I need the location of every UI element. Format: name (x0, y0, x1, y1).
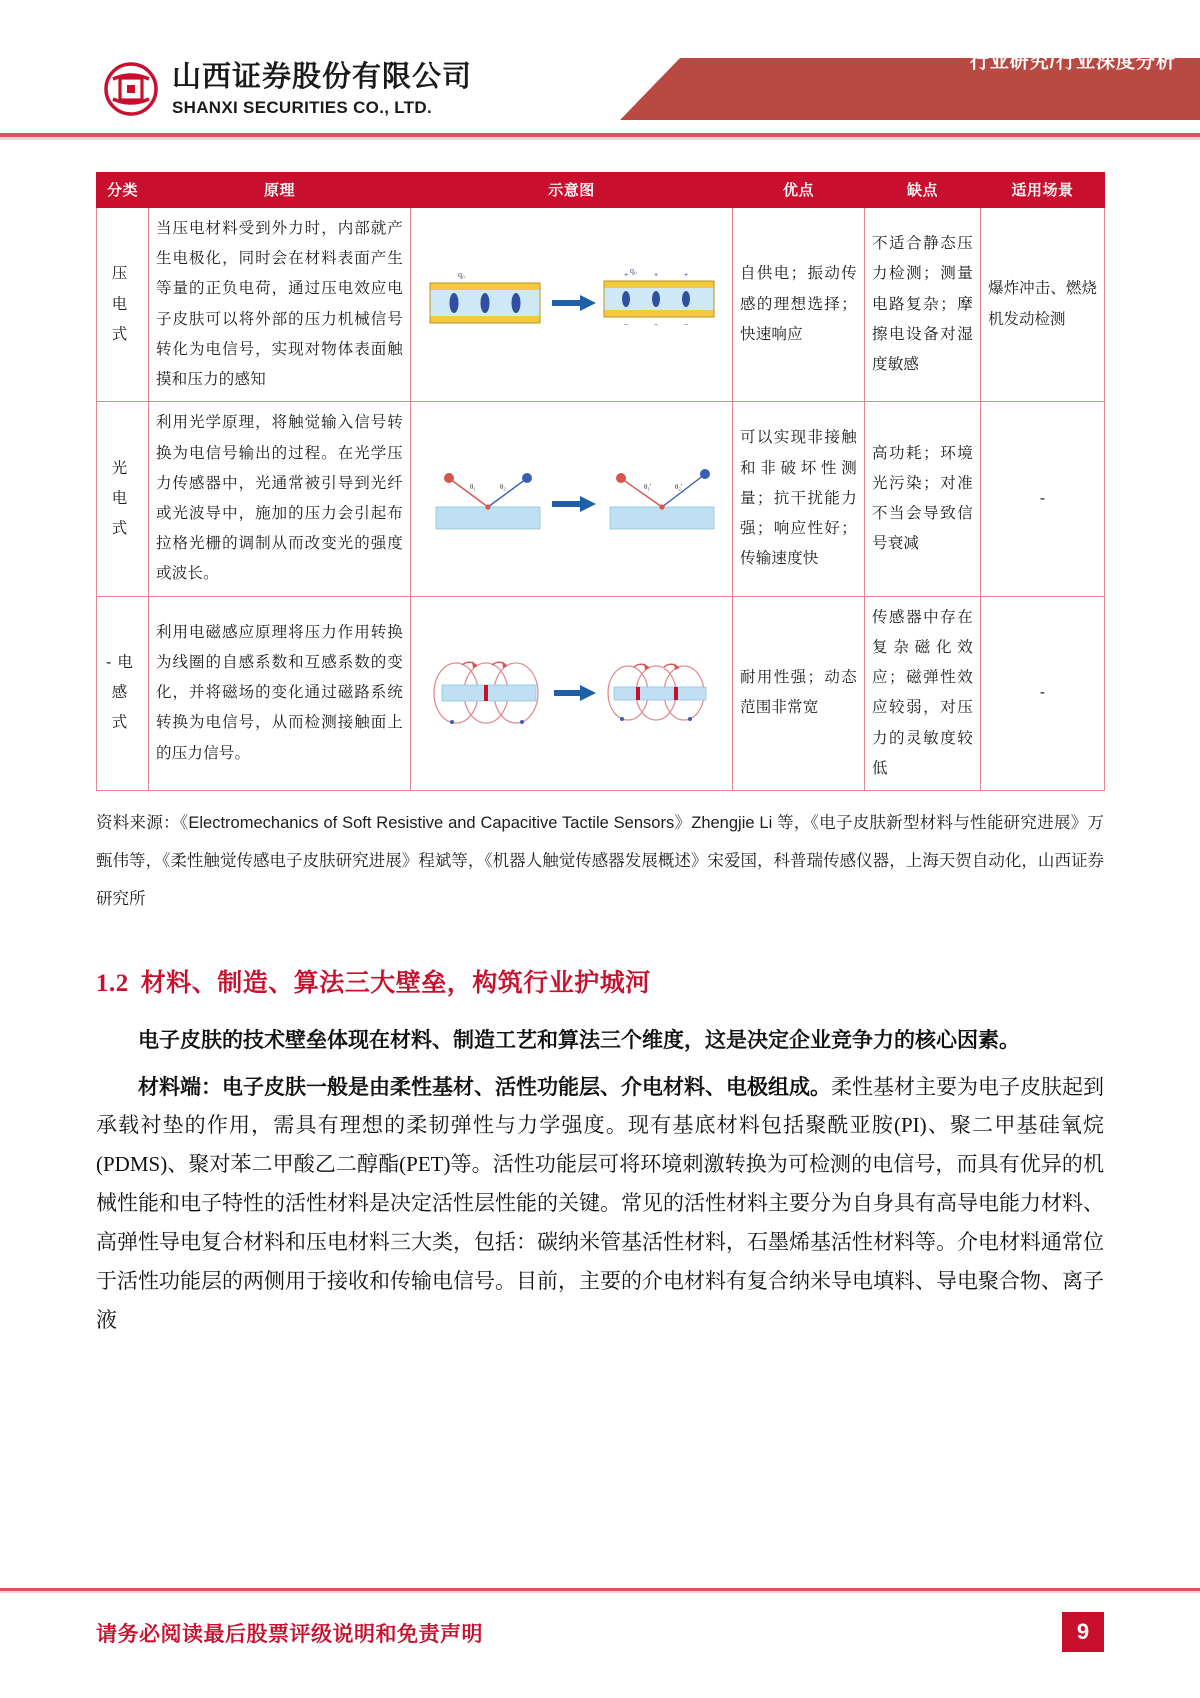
cell-scene: - (981, 596, 1105, 790)
paragraph-intro-bold: 电子皮肤的技术壁垒体现在材料、制造工艺和算法三个维度，这是决定企业竞争力的核心因素。 (138, 1027, 1020, 1052)
footer-disclaimer: 请务必阅读最后股票评级说明和免责声明 (96, 1623, 483, 1646)
svg-text:θ₁′: θ₁′ (643, 482, 651, 491)
column-header-pros: 优点 (733, 173, 865, 208)
paragraph-materials-bold: 材料端：电子皮肤一般是由柔性基材、活性功能层、介电材料、电极组成。 (138, 1074, 831, 1099)
table-row (97, 208, 1105, 402)
svg-text:−: − (653, 321, 658, 329)
header-divider-rule-soft (0, 137, 1200, 140)
svg-text:−: − (683, 321, 688, 329)
cell-pros: 自供电；振动传感的理想选择；快速响应 (733, 208, 865, 402)
page-header (0, 0, 1200, 120)
category-char: 式 (111, 714, 134, 732)
cell-pros: 耐用性强；动态范围非常宽 (733, 596, 865, 790)
company-name-en: SHANXI SECURITIES CO., LTD. (172, 97, 432, 117)
category-char: 压 (111, 265, 134, 283)
column-header-scene: 适用场景 (981, 173, 1105, 208)
category-char: 式 (111, 325, 134, 343)
section-title: 材料、制造、算法三大壁垒，构筑行业护城河 (140, 968, 651, 997)
cell-scene: 爆炸冲击、燃烧机发动检测 (981, 208, 1105, 402)
cell-category (97, 208, 149, 402)
footer-divider-rule-soft (0, 1591, 1200, 1593)
cell-scene: - (981, 402, 1105, 596)
table-row (97, 402, 1105, 596)
category-char: 电 (111, 489, 134, 507)
svg-text:+: + (653, 271, 658, 279)
category-char: 式 (111, 520, 134, 538)
section-heading (96, 963, 1104, 999)
cell-principle: 利用电磁感应原理将压力作用转换为线圈的自感系数和互感系数的变化，并将磁场的变化通过磁路系统转换为电信号，从而检测接触面上的压力信号。 (149, 596, 411, 790)
cell-cons: 传感器中存在复杂磁化效应；磁弹性效应较弱，对压力的灵敏度较低 (865, 596, 981, 790)
svg-text:+: + (623, 271, 628, 279)
shanxi-securities-logo-icon (104, 62, 158, 116)
svg-text:+: + (683, 271, 688, 279)
page-content (96, 172, 1104, 1340)
company-name-group (172, 60, 473, 117)
cell-cons: 高功耗；环境光污染；对准不当会导致信号衰减 (865, 402, 981, 596)
category-char: 感 (111, 684, 134, 702)
category-char: 光 (111, 459, 134, 477)
section-number: 1.2 (96, 969, 129, 997)
column-header-category: 分类 (97, 173, 149, 208)
cell-pros: 可以实现非接触和非破坏性测量；抗干扰能力强；响应性好；传输速度快 (733, 402, 865, 596)
paragraph-materials-rest: 柔性基材主要为电子皮肤起到承载衬垫的作用，需具有理想的柔韧弹性与力学强度。现有基底材料包括聚酰亚胺(PI)、聚二甲基硅氧烷(PDMS)、聚对苯二甲酸乙二醇酯(PET)等。活性功能层可将环境刺激转换为可检测的电信号，而具有优异的机械性能和电子特性的活性材料是决定活性层性能的关键。常见的活性材料主要分为自身具有高导电能力材料、高弹性导电复合材料和压电材料三大类，包括：碳纳米管基活性材料，石墨烯基活性材料等。介电材料通常位于活性功能层的两侧用于接收和传输电信号。目前，主要的介电材料有复合纳米导电填料、导电聚合物、离子液 (96, 1074, 1104, 1332)
cell-cons: 不适合静态压力检测；测量电路复杂；摩擦电设备对湿度敏感 (865, 208, 981, 402)
table-source-note: 资料来源：《Electromechanics of Soft Resistive and Capacitive Tactile Sensors》Zhengjie Li 等，《电子皮肤新型材料与性能研究进展》万甄伟等，《柔性触觉传感电子皮肤研究进展》程斌等，《机器人触觉传感器发展概述》宋爱国，科普瑞传感仪器，上海天贺自动化，山西证券研究所 (96, 813, 1104, 908)
svg-text:θ₂′: θ₂′ (674, 482, 682, 491)
category-char: 电 (111, 295, 134, 313)
piezoelectric-layer-diagram-icon (418, 255, 725, 355)
table-row (97, 596, 1105, 790)
cell-diagram-piezoelectric (411, 208, 733, 402)
company-logo-block (104, 62, 472, 116)
page-number-badge: 9 (1062, 1612, 1104, 1652)
table-header-row (97, 173, 1105, 208)
cell-diagram-optical (411, 402, 733, 596)
svg-text:q₀: q₀ (629, 265, 637, 275)
svg-text:θ₂: θ₂ (499, 482, 506, 491)
cell-category (97, 596, 149, 790)
header-banner-label: 行业研究/行业深度分析 (969, 51, 1176, 73)
sensor-principle-table (96, 172, 1105, 791)
company-name-cn: 山西证券股份有限公司 (172, 60, 473, 93)
paragraph-materials (96, 1068, 1104, 1340)
cell-category (97, 402, 149, 596)
svg-text:q₀: q₀ (457, 269, 465, 279)
column-header-cons: 缺点 (865, 173, 981, 208)
cell-diagram-inductive (411, 596, 733, 790)
column-header-diagram: 示意图 (411, 173, 733, 208)
cell-principle: 利用光学原理，将触觉输入信号转换为电信号输出的过程。在光学压力传感器中，光通常被引导到光纤或光波导中，施加的压力会引起布拉格光栅的调制从而改变光的强度或波长。 (149, 402, 411, 596)
inductive-coil-diagram-icon (418, 643, 725, 743)
paragraph-intro (96, 1021, 1104, 1060)
category-char: -电 (106, 653, 139, 671)
svg-text:−: − (623, 321, 628, 329)
cell-principle: 当压电材料受到外力时，内部就产生电极化，同时会在材料表面产生等量的正负电荷，通过压电效应电子皮肤可以将外部的压力机械信号转化为电信号，实现对物体表面触摸和压力的感知 (149, 208, 411, 402)
column-header-principle: 原理 (149, 173, 411, 208)
optical-reflection-diagram-icon (418, 449, 725, 549)
svg-text:θ₁: θ₁ (469, 482, 476, 491)
page-footer (0, 1600, 1200, 1698)
